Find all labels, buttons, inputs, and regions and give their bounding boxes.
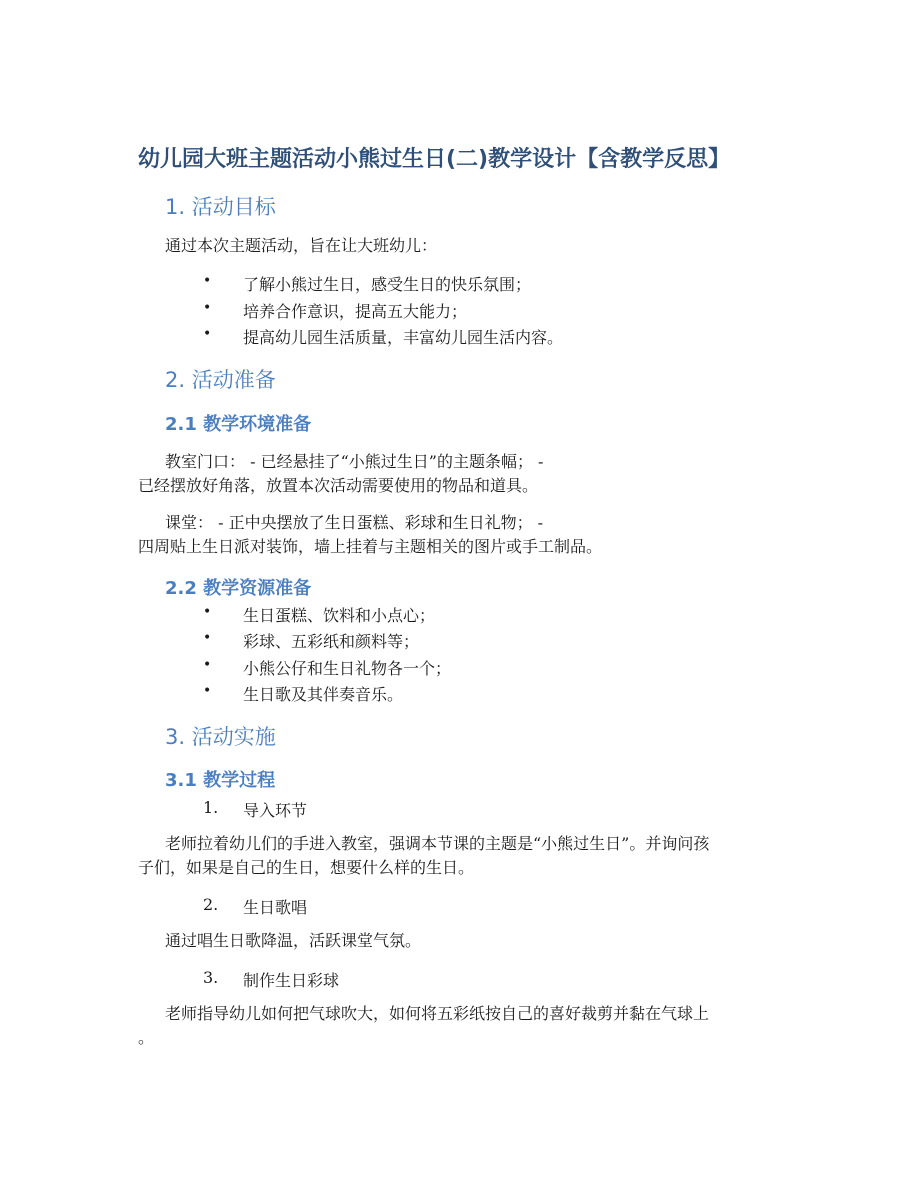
paragraph-line: 教室门口： - 已经悬挂了“小熊过生日”的主题条幅； - [165,452,544,471]
bullet-icon: • [203,300,212,316]
section-3-heading: 3. 活动实施 [165,725,276,749]
bullet-icon: • [203,657,212,673]
step-number: 3. [203,968,219,987]
list-item: 了解小熊过生日，感受生日的快乐氛围； [243,275,532,294]
list-item: 生日歌及其伴奏音乐。 [243,685,404,704]
bullet-icon: • [203,683,212,699]
paragraph-line: 四周贴上生日派对装饰，墙上挂着与主题相关的图片或手工制品。 [138,537,603,556]
bullet-icon: • [203,273,212,289]
section-3-1-heading: 3.1 教学过程 [165,770,276,791]
paragraph-line: 课堂： - 正中央摆放了生日蛋糕、彩球和生日礼物； - [165,513,544,532]
paragraph-line: 子们，如果是自己的生日，想要什么样的生日。 [138,858,475,877]
list-item: 培养合作意识，提高五大能力； [243,302,468,321]
document-title: 幼儿园大班主题活动小熊过生日(二)教学设计【含教学反思】 [138,147,731,172]
section-1-intro: 通过本次主题活动，旨在让大班幼儿： [165,236,438,255]
section-2-heading: 2. 活动准备 [165,368,276,392]
list-item: 提高幼儿园生活质量，丰富幼儿园生活内容。 [243,328,564,347]
step-number: 2. [203,895,219,914]
paragraph-line: 老师指导幼儿如何把气球吹大，如何将五彩纸按自己的喜好裁剪并黏在气球上 [165,1004,710,1023]
step-number: 1. [203,798,219,817]
paragraph-line: 已经摆放好角落，放置本次活动需要使用的物品和道具。 [138,476,539,495]
section-1-heading: 1. 活动目标 [165,195,276,219]
paragraph-line: 。 [138,1028,155,1047]
step-label: 生日歌唱 [243,898,308,917]
step-label: 制作生日彩球 [243,971,340,990]
step-label: 导入环节 [243,801,308,820]
list-item: 小熊公仔和生日礼物各一个； [243,659,452,678]
list-item: 彩球、五彩纸和颜料等； [243,632,420,651]
list-item: 生日蛋糕、饮料和小点心； [243,606,436,625]
section-2-1-heading: 2.1 教学环境准备 [165,414,312,435]
bullet-icon: • [203,326,212,342]
paragraph-line: 老师拉着幼儿们的手进入教室，强调本节课的主题是“小熊过生日”。并询问孩 [165,834,710,853]
bullet-icon: • [203,630,212,646]
section-2-2-heading: 2.2 教学资源准备 [165,578,312,599]
paragraph-line: 通过唱生日歌降温，活跃课堂气氛。 [165,931,422,950]
bullet-icon: • [203,604,212,620]
